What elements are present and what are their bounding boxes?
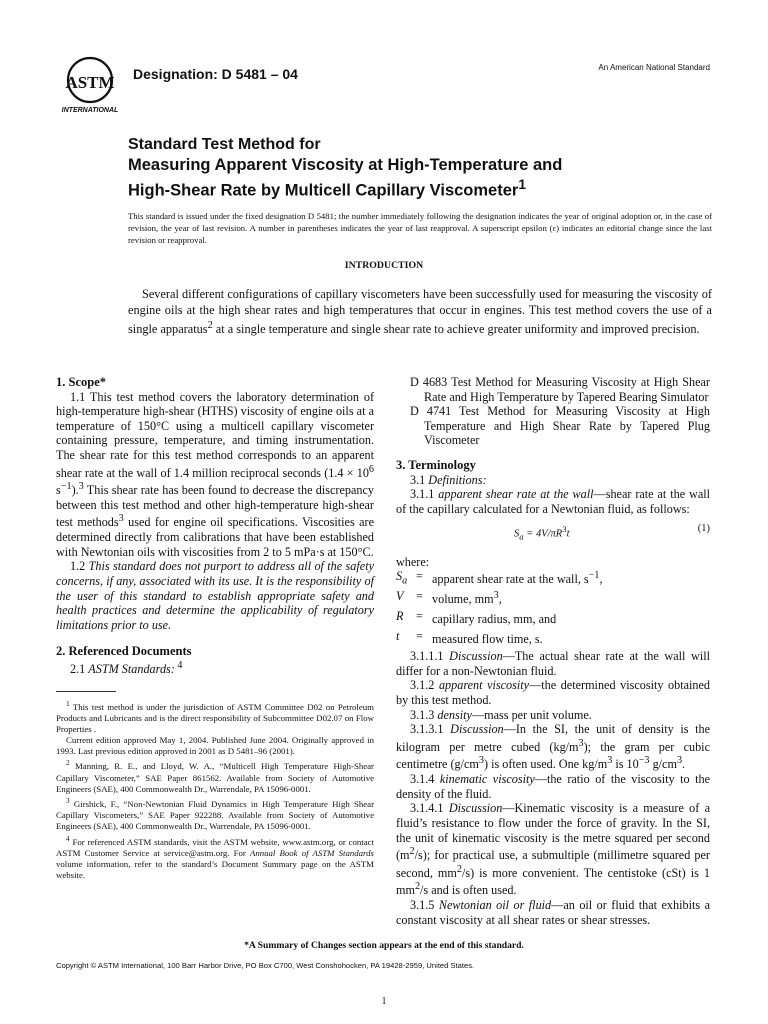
copyright: Copyright © ASTM International, 100 Barr Harbor Drive, PO Box C700, West Conshohocken, PA 19428-2959, United States.	[56, 961, 475, 970]
footnote-3: $^3$ Girshick, F., “Non-Newtonian Fluid Dynamics in High Temperature High Shear Capillary Viscometers,” SAE Paper 922288. Available from Society of Automotive Engineers (SAE), 400 Commonwealth Dr., Warrendale, PA 15096-0001.	[56, 796, 375, 832]
footnote-4: $^4$ For referenced ASTM standards, visit the ASTM website, www.astm.org, or contact ASTM Customer Service at service@astm.org. For Annual Book of ASTM Standards volume information, refer to the standard’s Document Summary page on the ASTM website.	[56, 833, 374, 881]
where-definition: measured flow time, s.	[432, 632, 543, 647]
term-3-1-2: 3.1.2 apparent viscosity—the determined viscosity obtained by this test method.	[396, 678, 710, 708]
where-row	[396, 609, 603, 629]
where-symbol: t	[396, 629, 400, 644]
where-definition: apparent shear rate at the wall, $s^{-1}$,	[432, 570, 603, 587]
footnotes	[56, 698, 374, 882]
footnote-divider	[56, 691, 116, 692]
summary-of-changes-note: *A Summary of Changes section appears at the end of this standard.	[244, 940, 524, 951]
title-line-3-text: High-Shear Rate by Multicell Capillary Viscometer	[128, 181, 519, 200]
title-line-2: Measuring Apparent Viscosity at High-Temperature and	[128, 156, 563, 174]
where-row	[396, 589, 603, 609]
term-3-1-1: 3.1.1 apparent shear rate at the wall—shear rate at the wall of the capillary calculated for a Newtonian fluid, as follows:	[396, 487, 711, 516]
where-equals: =	[416, 589, 423, 604]
term-3-1-4-1: 3.1.4.1 Discussion—Kinematic viscosity is a measure of a fluid’s resistance to flow under the force of gravity. In the SI, the unit of kinematic viscosity is the metre squared per second $(m^2/s)$; for practical use, a submultiple (millimetre squared per second, $mm^2/s$) is more convenient. The centistoke (cSt) is 1 $mm^2/s$ and is often used.	[396, 801, 711, 898]
where-equals: =	[416, 609, 423, 624]
formula-1	[396, 522, 710, 544]
where-equals: =	[416, 569, 423, 584]
where-symbol: $S_a$	[396, 569, 408, 587]
scope-1-2: 1.2 This standard does not purport to address all of the safety concerns, if any, associated with its use. It is the responsibility of the user of this standard to establish appropriate safety and health practices and determine the applicability of regulatory limitations prior to use.	[56, 559, 374, 632]
title-line-3	[128, 175, 688, 201]
footnote-1: $^1$ This test method is under the jurisdiction of ASTM Committee D02 on Petroleum Products and Lubricants and is the direct responsibility of Subcommittee D02.07 on Flow Properties .	[56, 698, 374, 734]
where-label: where:	[396, 554, 430, 569]
term-3-1-3: 3.1.3 density—mass per unit volume.	[410, 707, 592, 722]
intro-text-a: Several different configurations of capillary viscometers have been successfully used for measuring the viscosity of engine oils at the high shear rates and high temperatures that occur in engines. This test method covers the use of a single apparatus	[128, 287, 712, 337]
reference-d4741: D 4741 Test Method for Measuring Viscosity at High Temperature and High Shear Rate by Tapered Plug Viscometer	[410, 404, 710, 448]
scope-1-1: 1.1 This test method covers the laboratory determination of high-temperature high-shear (HTHS) viscosity of engine oils at a temperature of 150°C using a multicell capillary viscometer containing pressure, temperature, and timing instrumentation. The shear rate for this test method corresponds to an apparent shear rate at the wall of 1.4 million reciprocal seconds ($1.4 \times 10^6$ $s^{-1}).^3$ This shear rate has been found to decrease the discrepancy between this test method and other high-temperature high-shear test methods$^3$ used for engine oil specifications. Viscosities are determined directly from calibrations that have been established with Newtonian oils with viscosities from 2 to 5 mPa·s at 150°C.	[56, 389, 374, 559]
logo-text: ASTM	[65, 73, 115, 92]
reference-d4683: D 4683 Test Method for Measuring Viscosity at High Shear Rate and High Temperature by Tapered Bearing Simulator	[410, 375, 710, 404]
where-symbol: R	[396, 609, 404, 624]
refdocs-2-1: 2.1 ASTM Standards: $^4$	[70, 659, 183, 676]
intro-text-b: at a single temperature and single shear rate to achieve greater uniformity and improved precision.	[212, 322, 700, 337]
title-footnote-mark: 1	[518, 177, 526, 192]
term-3-1-5: 3.1.5 Newtonian oil or fluid—an oil or fluid that exhibits a constant viscosity at all shear rates or shear stresses.	[396, 898, 711, 927]
footnote-2: $^2$ Manning, R. E., and Lloyd, W. A., “Multicell High Temperature High-Shear Capillary Viscometer,” SAE Paper 861562. Available from Society of Automotive Engineers (SAE), 400 Commonwealth Dr., Warrendale, PA 15096-0001.	[56, 758, 374, 794]
footnote-1b: Current edition approved May 1, 2004. Published June 2004. Originally approved in 1993. Last previous edition approved in 2001 as D 5481–96 (2001).	[56, 735, 374, 757]
introduction-heading: INTRODUCTION	[344, 260, 424, 271]
term-3-1-4: 3.1.4 kinematic viscosity—the ratio of the viscosity to the density of the fluid.	[396, 772, 710, 801]
where-row	[396, 629, 603, 649]
designation: Designation: D 5481 – 04	[133, 66, 298, 82]
where-table	[396, 569, 603, 649]
page-number: 1	[381, 996, 387, 1007]
term-3-1: 3.1 Definitions:	[410, 472, 487, 487]
introduction-text	[128, 287, 712, 338]
where-equals: =	[416, 629, 423, 644]
logo-subtext: INTERNATIONAL	[61, 107, 119, 114]
national-standard-label: An American National Standard	[598, 63, 710, 72]
where-symbol: V	[396, 589, 404, 604]
standard-notice: This standard is issued under the fixed designation D 5481; the number immediately following the designation indicates the year of original adoption or, in the case of revision, the year of last revision. A number in parentheses indicates the year of last reapproval. A superscript epsilon (ε) indicates an editorial change since the last revision or reapproval.	[128, 211, 712, 245]
term-3-1-3-1: 3.1.3.1 Discussion—In the SI, the unit of density is the kilogram per metre cubed $(kg/m^3)$; the gram per cubic centimetre $(g/cm^3)$ is often used. One $kg/m^3$ is $10^{-3}$ $g/cm^3$.	[396, 722, 711, 772]
terminology-heading: 3. Terminology	[396, 457, 476, 472]
left-column	[56, 375, 374, 881]
where-definition: volume, $mm^3$,	[432, 590, 502, 607]
formula-expression: $S_a = 4V/\pi R^3t$	[514, 524, 570, 542]
right-column	[396, 375, 710, 927]
refdocs-heading: 2. Referenced Documents	[56, 644, 192, 659]
formula-number: (1)	[697, 523, 710, 535]
where-row	[396, 569, 603, 589]
term-3-1-1-1: 3.1.1.1 Discussion—The actual shear rate at the wall will differ for a non-Newtonian fluid.	[396, 649, 711, 678]
astm-logo	[58, 54, 122, 116]
document-title	[128, 135, 688, 201]
intro-sup: 2	[207, 320, 213, 331]
scope-heading: 1. Scope*	[56, 375, 106, 389]
title-line-1: Standard Test Method for	[128, 136, 321, 153]
where-definition: capillary radius, mm, and	[432, 612, 557, 627]
